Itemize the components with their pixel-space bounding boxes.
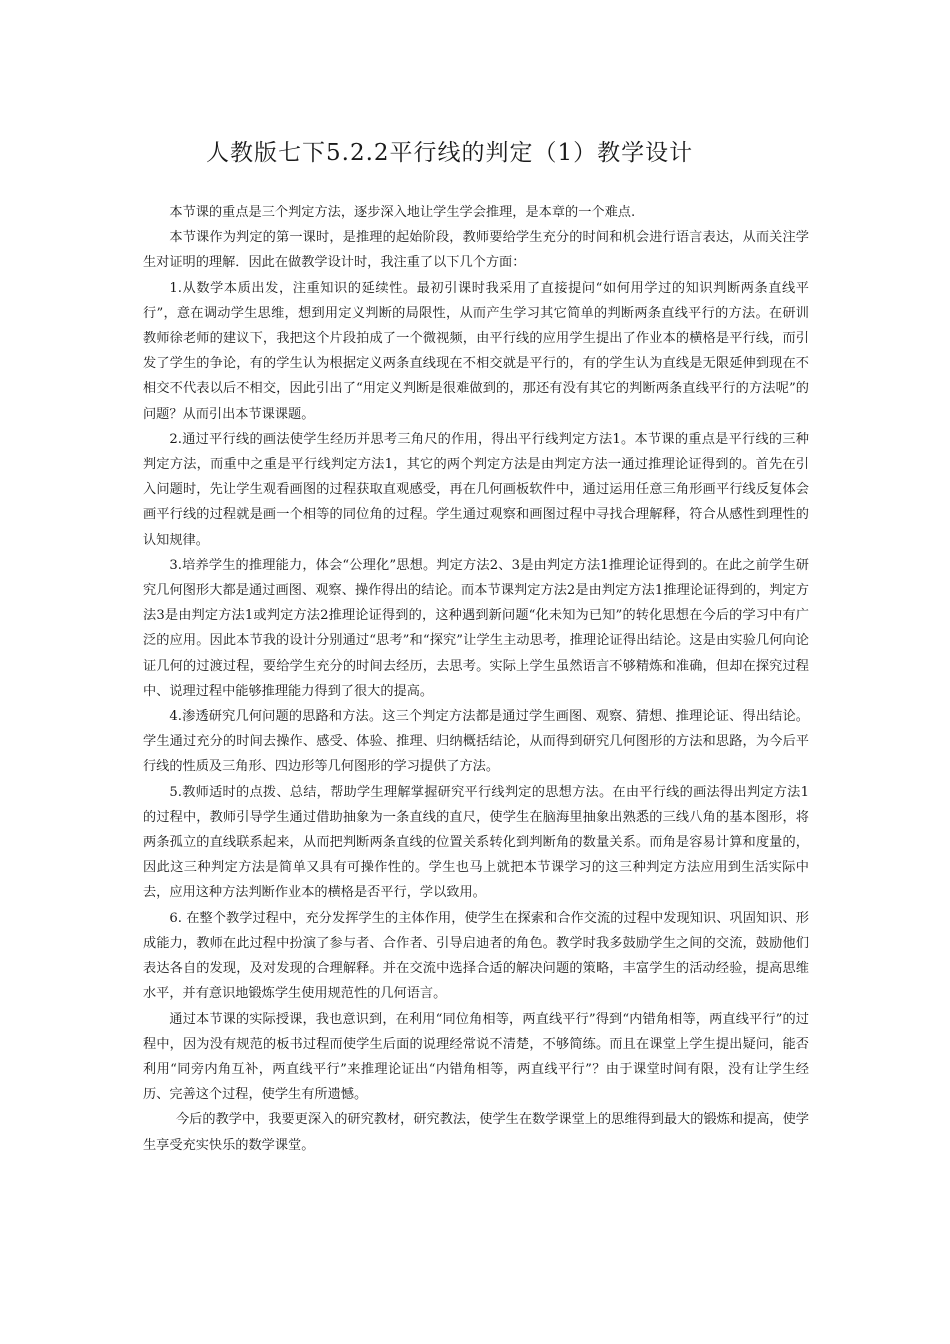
document-body xyxy=(143,200,809,1158)
paragraph-conclusion: 今后的教学中，我要更深入的研究教材，研究教法，使学生在数学课堂上的思维得到最大的锻炼和提高，使学生享受充实快乐的数学课堂。 xyxy=(143,1112,809,1153)
paragraph-intro-key-points: 本节课的重点是三个判定方法，逐步深入地让学生学会推理，是本章的一个难点. xyxy=(169,205,636,220)
paragraph-point-5: 5.教师适时的点拨、总结，帮助学生理解掌握研究平行线判定的思想方法。在由平行线的画法得出判定方法1的过程中，教师引导学生通过借助抽象为一条直线的直尺，使学生在脑海里抽象出熟悉的三线八角的基本图形，将两条孤立的直线联系起来，从而把判断两条直线的位置关系转化到判断角的数量关系。而角是容易计算和度量的，因此这三种判定方法是简单又具有可操作性的。学生也马上就把本节课学习的这三种判定方法应用到生活实际中去，应用这种方法判断作业本的横格是否平行，学以致用。 xyxy=(143,784,809,901)
paragraph-point-6: 6. 在整个教学过程中，充分发挥学生的主体作用，使学生在探索和合作交流的过程中发现知识、巩固知识、形成能力，教师在此过程中扮演了参与者、合作者、引导启迪者的角色。教学时我多鼓励学生之间的交流，鼓励他们表达各自的发现，及对发现的合理解释。并在交流中选择合适的解决问题的策略，丰富学生的活动经验，提高思维水平，并有意识地锻炼学生使用规范性的几何语言。 xyxy=(143,910,809,1002)
paragraph-point-2: 2.通过平行线的画法使学生经历并思考三角尺的作用，得出平行线判定方法1。本节课的重点是平行线的三种判定方法，而重中之重是平行线判定方法1，其它的两个判定方法是由判定方法一通过推理论证得到的。首先在引入问题时，先让学生观看画图的过程获取直观感受，再在几何画板软件中，通过运用任意三角形画平行线反复体会画平行线的过程就是画一个相等的同位角的过程。学生通过观察和画图过程中寻找合理解释，符合从感性到理性的认知规律。 xyxy=(143,431,809,548)
paragraph-point-1: 1.从数学本质出发，注重知识的延续性。最初引课时我采用了直接提问“如何用学过的知识判断两条直线平行”，意在调动学生思维，想到用定义判断的局限性，从而产生学习其它简单的判断两条直线平行的方法。在研训教师徐老师的建议下，我把这个片段拍成了一个微视频，由平行线的应用学生提出了作业本的横格是平行线，而引发了学生的争论，有的学生认为根据定义两条直线现在不相交就是平行的，有的学生认为直线是无限延伸到现在不相交不代表以后不相交，因此引出了“用定义判断是很难做到的，那还有没有其它的判断两条直线平行的方法呢”的问题？从而引出本节课课题。 xyxy=(143,280,809,422)
paragraph-point-4: 4.渗透研究几何问题的思路和方法。这三个判定方法都是通过学生画图、观察、猜想、推理论证、得出结论。学生通过充分的时间去操作、感受、体验、推理、归纳概括结论，从而得到研究几何图形的方法和思路，为今后平行线的性质及三角形、四边形等几何图形的学习提供了方法。 xyxy=(143,709,809,775)
document-title: 人教版七下5.2.2平行线的判定（1）教学设计 xyxy=(206,140,694,166)
paragraph-reflection: 通过本节课的实际授课，我也意识到，在利用“同位角相等，两直线平行”得到“内错角相等，两直线平行”的过程中，因为没有规范的板书过程而使学生后面的说理经常说不清楚，不够简练。而且在课堂上学生提出疑问，能否利用“同旁内角互补，两直线平行”来推理论证出“内错角相等，两直线平行”？由于课堂时间有限，没有让学生经历、完善这个过程，使学生有所遗憾。 xyxy=(143,1011,809,1103)
paragraph-point-3: 3.培养学生的推理能力，体会“公理化”思想。判定方法2、3是由判定方法1推理论证得到的。在此之前学生研究几何图形大都是通过画图、观察、操作得出的结论。而本节课判定方法2是由判定方法1推理论证得到的，判定方法3是由判定方法1或判定方法2推理论证得到的，这种遇到新问题“化未知为已知”的转化思想在今后的学习中有广泛的应用。因此本节我的设计分别通过“思考”和“探究”让学生主动思考，推理论证得出结论。这是由实验几何向论证几何的过渡过程，要给学生充分的时间去经历，去思考。实际上学生虽然语言不够精炼和准确，但却在探究过程中、说理过程中能够推理能力得到了很大的提高。 xyxy=(143,557,809,699)
paragraph-intro-first-lesson: 本节课作为判定的第一课时，是推理的起始阶段，教师要给学生充分的时间和机会进行语言表达，从而关注学生对证明的理解．因此在做教学设计时，我注重了以下几个方面： xyxy=(143,230,809,271)
